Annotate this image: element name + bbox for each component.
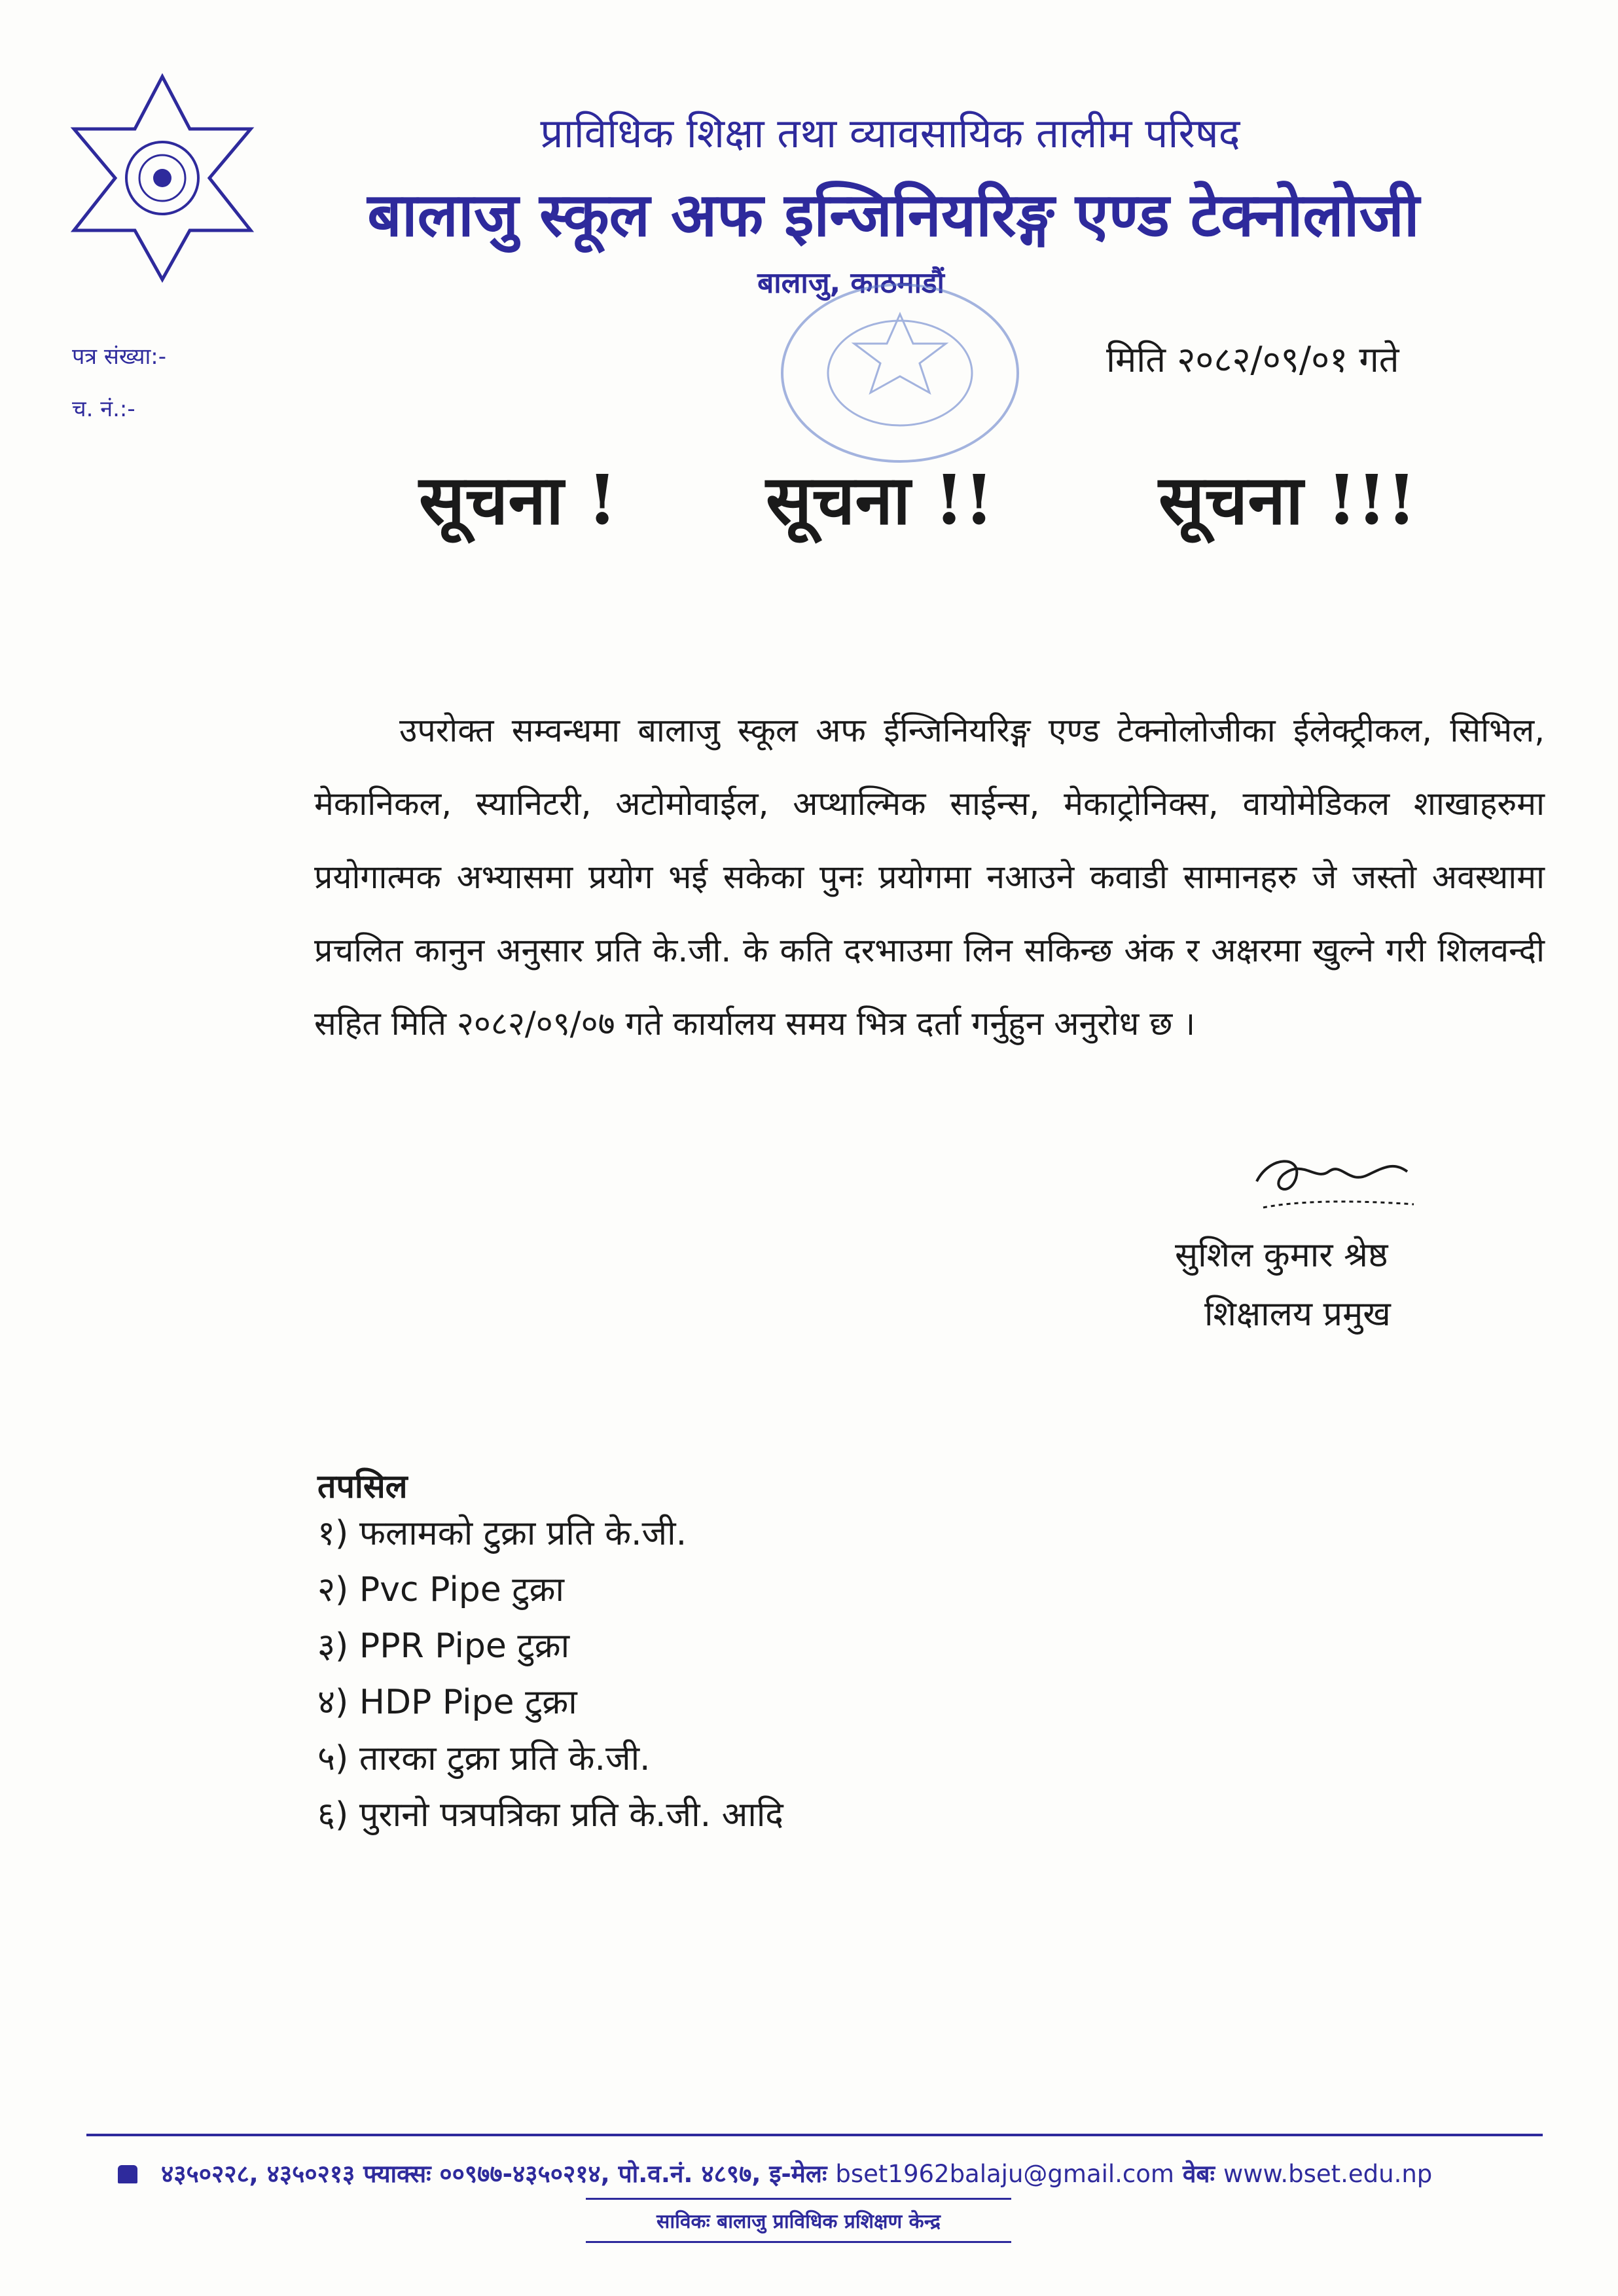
notice-heading-2: सूचना !!	[766, 459, 994, 540]
footer-contact-line	[118, 2156, 1545, 2189]
notice-heading-3: सूचना !!!	[1159, 459, 1417, 540]
list-item: ३) PPR Pipe टुक्रा	[317, 1626, 570, 1666]
signer-title: शिक्षालय प्रमुख	[1204, 1295, 1391, 1334]
item-list-title: तपसिल	[317, 1467, 408, 1505]
footer-divider	[86, 2134, 1543, 2136]
list-item: ४) HDP Pipe टुक्रा	[317, 1683, 577, 1722]
footer-sub-divider-bottom	[586, 2241, 1011, 2243]
list-item: २) Pvc Pipe टुक्रा	[317, 1570, 564, 1609]
nepal-government-emblem-logo	[64, 73, 261, 283]
notice-body: उपरोक्त सम्वन्धमा बालाजु स्कूल अफ ईन्जिनियरिङ्ग एण्ड टेक्नोलोजीका ईलेक्ट्रीकल, सिभिल, मेकानिकल, स्यानिटरी, अटोमोवाईल, अप्थाल्मिक साईन्स, मेकाट्रोनिक्स, वायोमेडिकल शाखाहरुमा प्रयोगात्मक अभ्यासमा प्रयोग भई सकेका पुनः प्रयोगमा नआउने कवाडी सामानहरु जे जस्तो अवस्थामा प्रचलित कानुन अनुसार प्रति के.जी. के कति दरभाउमा लिन सकिन्छ अंक र अक्षरमा खुल्ने गरी शिलवन्दी सहित मिति २०८२/०९/०७ गते कार्यालय समय भित्र दर्ता गर्नुहुन अनुरोध छ ।	[314, 711, 1545, 1043]
footer-contact-numbers: ४३५०२२८, ४३५०२१३ फ्याक्सः ००९७७-४३५०२१४, पो.व.नं. ४८९७, इ-मेलः	[161, 2160, 827, 2188]
list-item: ६) पुरानो पत्रपत्रिका प्रति के.जी. आदि	[317, 1795, 783, 1835]
dispatch-number: च. नं.:-	[72, 396, 135, 422]
council-name: प्राविधिक शिक्षा तथा व्यावसायिक तालीम परिषद	[540, 109, 1240, 157]
signer-name: सुशिल कुमार श्रेष्ठ	[1175, 1236, 1388, 1275]
list-item: ५) तारका टुक्रा प्रति के.जी.	[317, 1739, 651, 1778]
footer-sub-divider-top	[586, 2198, 1011, 2200]
official-stamp	[772, 275, 1028, 471]
letter-reference-number: पत्र संख्या:-	[72, 344, 167, 370]
footer-web-label: वेबः	[1182, 2160, 1215, 2188]
item-list	[317, 1505, 783, 1843]
notice-heading-1: सूचना !	[419, 459, 617, 540]
letter-date: मिति २०८२/०९/०१ गते	[1106, 339, 1399, 380]
footer-email[interactable]: bset1962balaju@gmail.com	[835, 2160, 1174, 2188]
telephone-icon	[118, 2165, 137, 2183]
school-address: बालाजु, काठमाडौं	[757, 266, 944, 300]
footer-website[interactable]: www.bset.edu.np	[1223, 2160, 1433, 2188]
school-name: बालाजु स्कूल अफ इन्जिनियरिङ्ग एण्ड टेक्नोलोजी	[367, 180, 1420, 250]
list-item: १) फलामको टुक्रा प्रति के.जी.	[317, 1514, 687, 1553]
handwritten-signature	[1244, 1142, 1440, 1240]
footer-formerly: साविकः बालाजु प्राविधिक प्रशिक्षण केन्द्र	[656, 2210, 941, 2233]
